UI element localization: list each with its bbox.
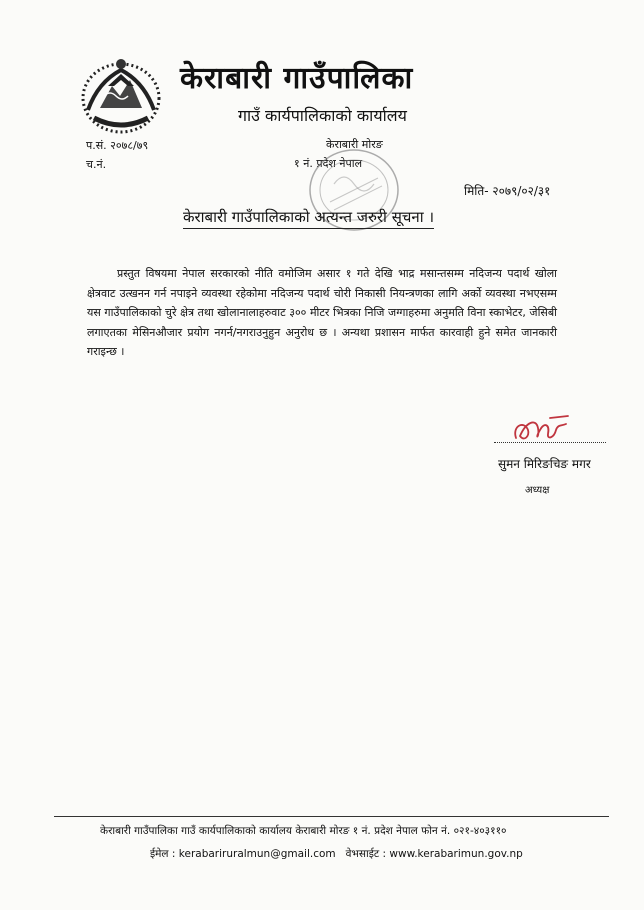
- website-url: www.kerabarimun.gov.np: [389, 848, 523, 860]
- notice-body: प्रस्तुत विषयमा नेपाल सरकारको नीति वमोजिम असार १ गते देखि भाद्र मसान्तसम्म नदिजन्य पदार्थ खोला क्षेत्रवाट उत्खनन गर्न नपाइने व्यवस्था रहेकोमा नदिजन्य पदार्थ चोरी निकासी नियन्त्रणका लागि अर्को व्यवस्था नभएसम्म यस गाउँपालिकाको चुरे क्षेत्र तथा खोलानालाहरुवाट ३०० मीटर भित्रका निजि जग्गाहरुमा अनुमति विना स्काभेटर, जेसिबी लगाएतका मेसिनऔजार प्रयोग नगर्न/नगराउनुहुन अनुरोध छ । अन्यथा प्रशासन मार्फत कारवाही हुने समेत जानकारी गराइन्छ ।: [87, 267, 557, 358]
- website-label: वेभसाईट :: [345, 848, 387, 860]
- email-address: kerabariruralmun@gmail.com: [178, 848, 336, 860]
- dispatch-number: च.नं.: [86, 158, 107, 171]
- signer-role: अध्यक्ष: [525, 485, 550, 496]
- letter-date: मिति- २०७९/०२/३१: [464, 184, 551, 198]
- office-subtitle: गाउँ कार्यपालिकाको कार्यालय: [238, 106, 407, 125]
- address-line-2: १ नं. प्रदेश नेपाल: [294, 157, 363, 170]
- footer-contact: [150, 847, 523, 861]
- nepal-emblem-icon: [78, 52, 164, 138]
- notice-title: केराबारी गाउँपालिकाको अत्यन्त जरुरी सूचना ।: [183, 207, 434, 229]
- email-label: ईमेल :: [150, 848, 176, 860]
- footer-address: केराबारी गाउँपालिका गाउँ कार्यपालिकाको कार्यालय केराबारी मोरङ १ नं. प्रदेश नेपाल फोन नं. ०२१-४०३११०: [100, 825, 507, 837]
- signature-line: [494, 441, 606, 443]
- reference-number: प.सं. २०७८/७९: [86, 139, 149, 152]
- address-line-1: केराबारी मोरङ: [326, 138, 383, 151]
- signer-name: सुमन मिरिङचिङ मगर: [498, 457, 591, 471]
- office-name: केराबारी गाउँपालिका: [180, 61, 414, 96]
- footer-divider: [54, 816, 609, 817]
